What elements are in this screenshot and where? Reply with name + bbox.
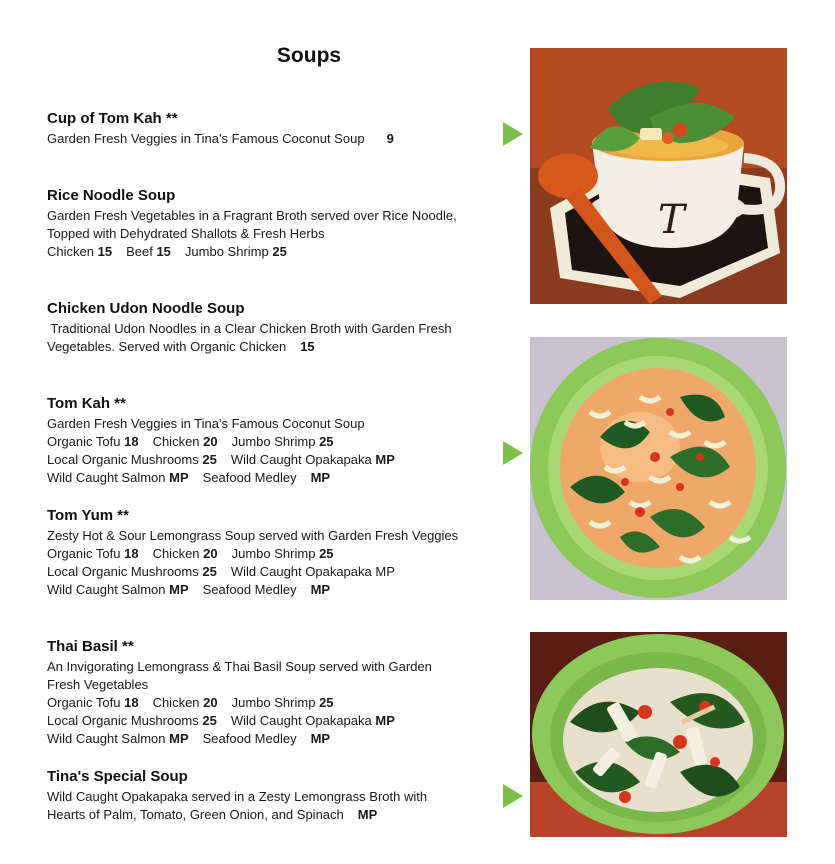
item-description: Hearts of Palm, Tomato, Green Onion, and Spinach MP (47, 807, 378, 822)
item-name: Cup of Tom Kah ** (47, 110, 178, 127)
item-name: Chicken Udon Noodle Soup (47, 300, 245, 317)
item-name: Tom Yum ** (47, 507, 129, 524)
item-options: Local Organic Mushrooms 25 Wild Caught Opakapaka MP (47, 713, 395, 728)
item-name: Rice Noodle Soup (47, 187, 176, 204)
item-description: Topped with Dehydrated Shallots & Fresh Herbs (47, 226, 325, 241)
item-description: Garden Fresh Veggies in Tina's Famous Coconut Soup 9 (47, 131, 394, 146)
menu-item-tom-yum (47, 506, 507, 599)
item-options: Organic Tofu 18 Chicken 20 Jumbo Shrimp 25 (47, 695, 334, 710)
item-description: Wild Caught Opakapaka served in a Zesty Lemongrass Broth with (47, 789, 428, 804)
item-price: MP (357, 807, 378, 822)
item-options: Chicken 15 Beef 15 Jumbo Shrimp 25 (47, 244, 287, 259)
item-name: Thai Basil ** (47, 638, 134, 655)
cup-tom-kah-photo (530, 48, 787, 304)
item-options: Organic Tofu 18 Chicken 20 Jumbo Shrimp 25 (47, 434, 334, 449)
item-description: Vegetables. Served with Organic Chicken 15 (47, 339, 315, 354)
item-options: Local Organic Mushrooms 25 Wild Caught Opakapaka MP (47, 564, 395, 579)
cup-monogram: T (658, 197, 685, 243)
arrow-icon (503, 122, 523, 146)
arrow-icon (503, 784, 523, 808)
menu-item-thai-basil (47, 637, 507, 748)
item-options: Wild Caught Salmon MP Seafood Medley MP (47, 731, 331, 746)
menu-item-cup-tom-kah (47, 109, 507, 148)
item-price: 15 (300, 339, 315, 354)
menu-item-tom-kah (47, 394, 507, 487)
item-options: Organic Tofu 18 Chicken 20 Jumbo Shrimp 25 (47, 546, 334, 561)
arrow-icon (503, 441, 523, 465)
tom-kah-photo (530, 337, 787, 600)
menu-item-special (47, 767, 507, 824)
item-description: Garden Fresh Veggies in Tina's Famous Coconut Soup (47, 416, 365, 431)
item-options: Wild Caught Salmon MP Seafood Medley MP (47, 470, 331, 485)
menu-item-rice-noodle (47, 186, 507, 261)
item-options: Local Organic Mushrooms 25 Wild Caught Opakapaka MP (47, 452, 395, 467)
item-description: Zesty Hot & Sour Lemongrass Soup served with Garden Fresh Veggies (47, 528, 459, 543)
special-soup-photo (530, 632, 787, 837)
item-description: An Invigorating Lemongrass & Thai Basil Soup served with Garden (47, 659, 432, 674)
page-title: Soups (276, 44, 342, 67)
item-description: Garden Fresh Vegetables in a Fragrant Broth served over Rice Noodle, (47, 208, 457, 223)
item-name: Tom Kah ** (47, 395, 126, 412)
item-options: Wild Caught Salmon MP Seafood Medley MP (47, 582, 331, 597)
item-price: 9 (386, 131, 394, 146)
item-name: Tina's Special Soup (47, 768, 188, 785)
item-description: Fresh Vegetables (47, 677, 149, 692)
menu-item-udon (47, 299, 507, 356)
item-description: Traditional Udon Noodles in a Clear Chicken Broth with Garden Fresh (47, 321, 452, 336)
